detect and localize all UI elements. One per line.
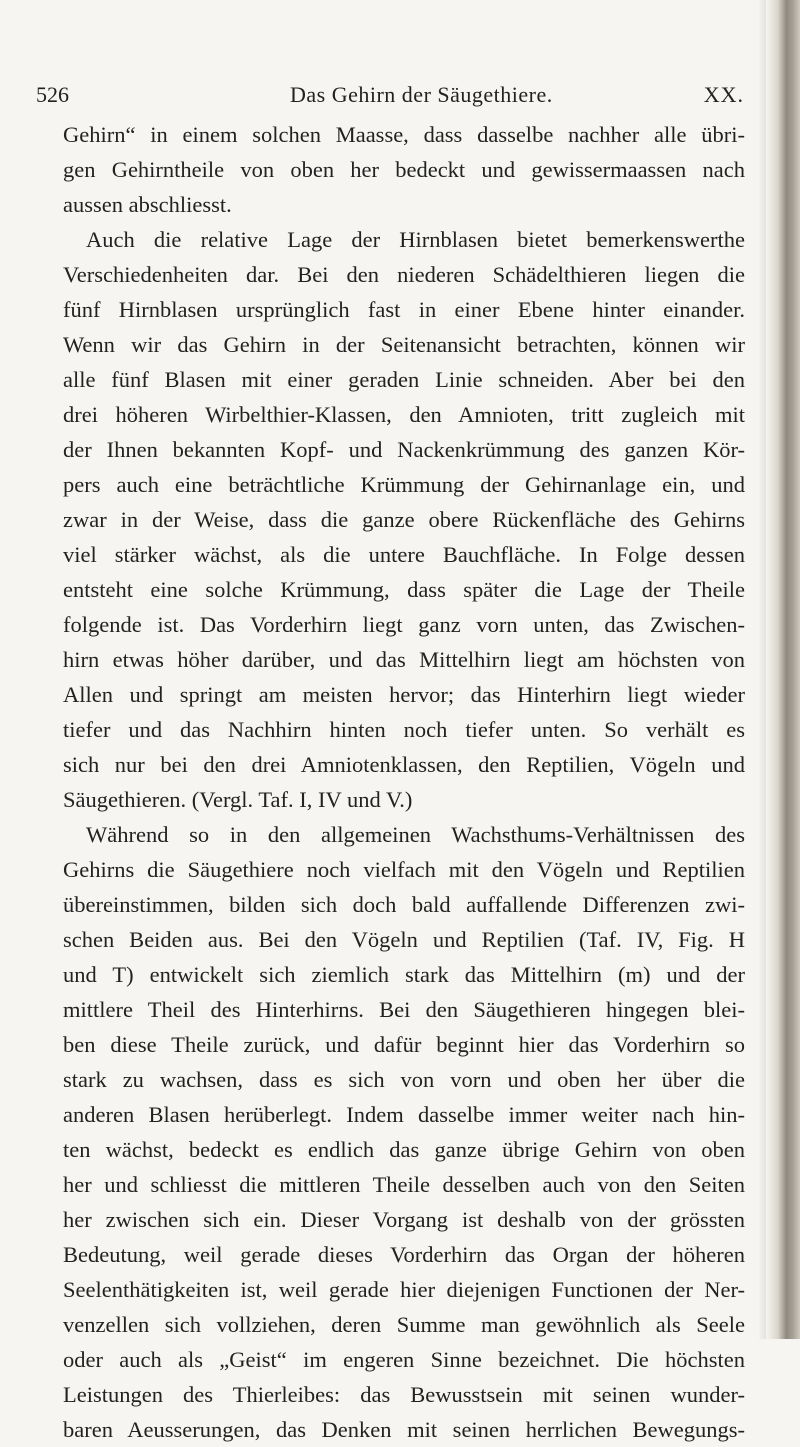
text-line: baren Aeusserungen, das Denken mit seinen herrlichen Bewegungs-: [63, 1417, 745, 1442]
text-line: übereinstimmen, bilden sich doch bald auffallende Differenzen zwi-: [63, 892, 745, 917]
text-line: und T) entwickelt sich ziemlich stark das Mittelhirn (m) und der: [63, 962, 745, 987]
text-line: venzellen sich vollziehen, deren Summe man gewöhnlich als Seele: [63, 1312, 745, 1337]
page-edge: [766, 0, 800, 1339]
text-line: stark zu wachsen, dass es sich von vorn und oben her über die: [63, 1067, 745, 1092]
text-line: Während so in den allgemeinen Wachsthums-Verhältnissen des: [86, 822, 745, 847]
text-line: Gehirn“ in einem solchen Maasse, dass dasselbe nachher alle übri-: [63, 122, 745, 147]
text-line: her zwischen sich ein. Dieser Vorgang ist deshalb von der grössten: [63, 1207, 745, 1232]
text-line: entsteht eine solche Krümmung, dass später die Lage der Theile: [63, 577, 745, 602]
text-line: Wenn wir das Gehirn in der Seitenansicht betrachten, können wir: [63, 332, 745, 357]
text-line: Bedeutung, weil gerade dieses Vorderhirn das Organ der höheren: [63, 1242, 745, 1267]
text-line: mittlere Theil des Hinterhirns. Bei den Säugethieren hingegen blei-: [63, 997, 745, 1022]
text-line: her und schliesst die mittleren Theile desselben auch von den Seiten: [63, 1172, 745, 1197]
chapter-number: XX.: [703, 82, 744, 107]
text-line: folgende ist. Das Vorderhirn liegt ganz vorn unten, das Zwischen-: [63, 612, 745, 637]
text-line: tiefer und das Nachhirn hinten noch tiefer unten. So verhält es: [63, 717, 745, 742]
text-line: viel stärker wächst, als die untere Bauchfläche. In Folge dessen: [63, 542, 745, 567]
text-line: Gehirns die Säugethiere noch vielfach mit den Vögeln und Reptilien: [63, 857, 745, 882]
page-number: 526: [36, 82, 69, 107]
text-line: oder auch als „Geist“ im engeren Sinne bezeichnet. Die höchsten: [63, 1347, 745, 1372]
text-line: anderen Blasen herüberlegt. Indem dasselbe immer weiter nach hin-: [63, 1102, 745, 1127]
text-line: Auch die relative Lage der Hirnblasen bietet bemerkenswerthe: [86, 227, 745, 252]
text-line: zwar in der Weise, dass die ganze obere Rückenfläche des Gehirns: [63, 507, 745, 532]
text-line: hirn etwas höher darüber, und das Mittelhirn liegt am höchsten von: [63, 647, 745, 672]
text-line: aussen abschliesst.: [63, 192, 232, 217]
text-line: Seelenthätigkeiten ist, weil gerade hier diejenigen Functionen der Ner-: [63, 1277, 745, 1302]
text-line: der Ihnen bekannten Kopf- und Nackenkrümmung des ganzen Kör-: [63, 437, 745, 462]
body-text: [63, 117, 745, 1447]
text-line: Allen und springt am meisten hervor; das Hinterhirn liegt wieder: [63, 682, 745, 707]
running-header: [36, 82, 744, 112]
text-line: ten wächst, bedeckt es endlich das ganze übrige Gehirn von oben: [63, 1137, 745, 1162]
text-line: fünf Hirnblasen ursprünglich fast in einer Ebene hinter einander.: [63, 297, 745, 322]
page-gutter-shadow: [758, 0, 766, 1339]
text-line: sich nur bei den drei Amniotenklassen, den Reptilien, Vögeln und: [63, 752, 745, 777]
text-line: gen Gehirntheile von oben her bedeckt und gewissermaassen nach: [63, 157, 745, 182]
text-line: drei höheren Wirbelthier-Klassen, den Amnioten, tritt zugleich mit: [63, 402, 745, 427]
text-line: schen Beiden aus. Bei den Vögeln und Reptilien (Taf. IV, Fig. H: [63, 927, 745, 952]
running-title: Das Gehirn der Säugethiere.: [290, 82, 553, 107]
text-line: ben diese Theile zurück, und dafür beginnt hier das Vorderhirn so: [63, 1032, 745, 1057]
text-line: Leistungen des Thierleibes: das Bewusstsein mit seinen wunder-: [63, 1382, 745, 1407]
text-line: alle fünf Blasen mit einer geraden Linie schneiden. Aber bei den: [63, 367, 745, 392]
text-line: Säugethieren. (Vergl. Taf. I, IV und V.): [63, 787, 413, 812]
text-line: pers auch eine beträchtliche Krümmung der Gehirnanlage ein, und: [63, 472, 745, 497]
text-line: Verschiedenheiten dar. Bei den niederen Schädelthieren liegen die: [63, 262, 745, 287]
